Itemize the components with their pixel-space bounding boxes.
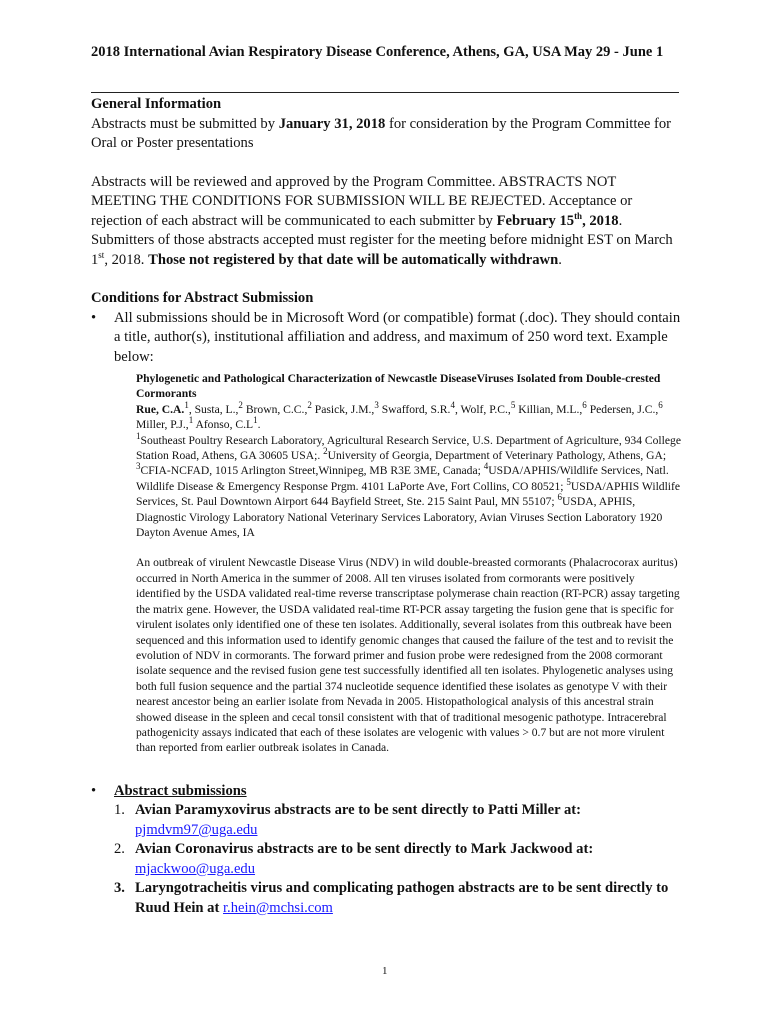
text-span: . Submitters of those abstracts accepted must register for the meeting before midnight EST on March 1 bbox=[91, 212, 673, 268]
affiliation: University of Georgia, Department of Veterinary Pathology, Athens, GA; bbox=[327, 449, 667, 463]
author-affiliation-number: 2 bbox=[238, 399, 243, 410]
example-abstract bbox=[136, 371, 681, 756]
affiliation: USDA, APHIS, Diagnostic Virology Laboratory National Veterinary Services Laboratory, Avian Viruses Section Laboratory 1920 Dayton Avenue Ames, IA bbox=[136, 495, 663, 540]
page-number: 1 bbox=[382, 965, 388, 977]
email-link-paramyxovirus[interactable]: pjmdvm97@uga.edu bbox=[135, 821, 258, 838]
affiliation: USDA/APHIS Wildlife Services, St. Paul Downtown Airport 644 Bayfield Street, Ste. 215 Saint Paul, MN 55107; bbox=[136, 479, 681, 509]
conditions-heading: Conditions for Abstract Submission bbox=[91, 290, 314, 306]
text-span: , 2018. bbox=[104, 251, 149, 268]
author-name: Pasick, J.M., bbox=[311, 402, 375, 416]
list-item-text: Avian Paramyxovirus abstracts are to be sent directly to Patti Miller at: bbox=[135, 802, 581, 819]
superscript: st bbox=[98, 249, 105, 260]
example-abstract-body: An outbreak of virulent Newcastle Disease Virus (NDV) in wild double-breasted cormorants (Phalacrocorax auritus) occurred in North America in the summer of 2008. All ten viruses isolated from cormorants were positively identified by the USDA validated real-time reverse transcriptase polymerase chain reaction (RT-PCR) assay targeting the matrix gene. However, the USDA validated real-time RT-PCR assay targeting the fusion gene that is specific for virulent isolates only identified one of these ten isolates. Additionally, several isolates from this outbreak have been sequenced and this information used to identify genomic changes that caused the failure of the test and to revisit the evolution of NDV in cormorants. The forward primer and fusion probe were redesigned from the 2008 cormorant isolate sequence and the revised fusion gene test successfully identified all ten isolates. Phylogenetic analyses using both full fusion sequence and the partial 374 nucleotide sequence identified these isolates as genotype V with their nearest ancestor being an earlier isolate from Nevada in 2005. Histopathological analysis of this ancestral strain showed disease in the spleen and cecal tonsil consistent with that of traditional mesogenic pathotype. Intracerebral pathogenicity assays indicated that each of these isolates are velogenic with values > 0.7 but are not more virulent than reported from earlier outbreak isolates in Canada. bbox=[136, 556, 680, 755]
author-affiliation-number: 5 bbox=[510, 399, 516, 410]
superscript: 1 bbox=[136, 430, 141, 441]
list-item-text: Avian Coronavirus abstracts are to be sent directly to Mark Jackwood at: bbox=[135, 841, 594, 858]
author-name: Killian, M.L., bbox=[515, 402, 583, 416]
text-span: Abstracts must be submitted by bbox=[91, 115, 279, 132]
author-affiliation-number: 2 bbox=[307, 399, 312, 410]
abstract-submissions-section bbox=[91, 782, 681, 919]
author-name: , Susta, L., bbox=[188, 402, 239, 416]
deadline-date: January 31, 2018 bbox=[278, 115, 386, 132]
author-name: Swafford, S.R. bbox=[378, 402, 451, 416]
text-span: February 15 bbox=[496, 212, 575, 229]
author-affiliation-number: 6 bbox=[658, 399, 663, 410]
author-list bbox=[136, 399, 663, 432]
author-name: Pedersen, J.C., bbox=[586, 402, 659, 416]
list-number: 2. bbox=[114, 841, 125, 858]
example-affiliations bbox=[136, 430, 681, 541]
general-information-heading: General Information bbox=[91, 96, 222, 112]
author-name: , Wolf, P.C., bbox=[454, 402, 511, 416]
example-authors bbox=[136, 399, 681, 433]
email-link-laryngotracheitis[interactable]: r.hein@mchsi.com bbox=[223, 899, 333, 916]
author-name: Afonso, C.L bbox=[193, 418, 254, 432]
affiliation: Southeast Poultry Research Laboratory, Agricultural Research Service, U.S. Department of Agriculture, 934 College Station Road, Athens, GA 30605 USA;. bbox=[136, 433, 681, 463]
conference-header: 2018 International Avian Respiratory Disease Conference, Athens, GA, USA May 29 - June 1 bbox=[91, 44, 664, 60]
example-title: Phylogenetic and Pathological Characterization of Newcastle DiseaseViruses Isolated from Double-crested Cormorants bbox=[136, 372, 661, 401]
superscript: 5 bbox=[566, 476, 571, 487]
header-rule bbox=[91, 92, 679, 93]
superscript: th bbox=[574, 210, 583, 221]
submission-contacts-list bbox=[114, 801, 681, 918]
author-affiliation-number: 3 bbox=[374, 399, 379, 410]
author-name: Brown, C.C., bbox=[242, 402, 308, 416]
affiliation: USDA/APHIS/Wildlife Services, Natl. Wildlife Disease & Emergency Response Prgm. 4101 LaPorte Ave, Fort Collins, CO 80521; bbox=[136, 464, 669, 493]
author-affiliation-number: 4 bbox=[450, 399, 455, 410]
bullet-marker: • bbox=[91, 782, 97, 799]
conditions-bullet-text: All submissions should be in Microsoft Word (or compatible) format (.doc). They should contain a title, author(s), institutional affiliation and address, and maximum of 250 word text. Example below: bbox=[114, 309, 681, 365]
submissions-bullet-item bbox=[91, 782, 681, 802]
list-item bbox=[114, 801, 681, 840]
author-name: . bbox=[257, 418, 261, 432]
text-span: . bbox=[558, 251, 562, 268]
list-number: 1. bbox=[114, 802, 125, 819]
withdrawal-warning: Those not registered by that date will be automatically withdrawn bbox=[148, 251, 559, 268]
superscript: 6 bbox=[557, 492, 563, 503]
deadline-paragraph bbox=[91, 115, 681, 154]
first-author: Rue, C.A. bbox=[136, 402, 185, 416]
superscript: 4 bbox=[483, 461, 489, 472]
abstract-submissions-heading: Abstract submissions bbox=[114, 782, 247, 799]
review-paragraph bbox=[91, 173, 681, 271]
author-affiliation-number: 1 bbox=[184, 399, 189, 410]
email-link-coronavirus[interactable]: mjackwoo@uga.edu bbox=[135, 860, 256, 877]
bullet-marker: • bbox=[91, 309, 97, 326]
conditions-bullet-item bbox=[91, 309, 681, 368]
text-span: , 2018 bbox=[582, 212, 619, 229]
author-affiliation-number: 6 bbox=[582, 399, 587, 410]
document-content bbox=[91, 95, 681, 918]
list-item bbox=[114, 879, 681, 918]
author-name: Miller, P.J., bbox=[136, 418, 189, 432]
text-span: Abstracts will be reviewed and approved by the Program Committee. ABSTRACTS NOT MEETING THE CONDITIONS FOR SUBMISSION WILL BE REJECTED. Acceptance or rejection of each abstract will be communicated to each submitter by bbox=[91, 173, 633, 229]
superscript: 2 bbox=[323, 446, 328, 457]
list-item-text: Laryngotracheitis virus and complicating pathogen abstracts are to be sent directly to Ruud Hein at bbox=[135, 880, 669, 916]
text-span: for consideration by the Program Committee for Oral or Poster presentations bbox=[91, 115, 672, 151]
list-item bbox=[114, 840, 681, 879]
superscript: 3 bbox=[136, 461, 141, 472]
author-affiliation-number: 1 bbox=[253, 415, 258, 426]
list-number: 3. bbox=[114, 880, 125, 897]
author-affiliation-number: 1 bbox=[188, 415, 194, 426]
notification-date bbox=[496, 210, 619, 229]
affiliation: CFIA-NCFAD, 1015 Arlington Street,Winnipeg, MB R3E 3ME, Canada; bbox=[140, 464, 484, 478]
